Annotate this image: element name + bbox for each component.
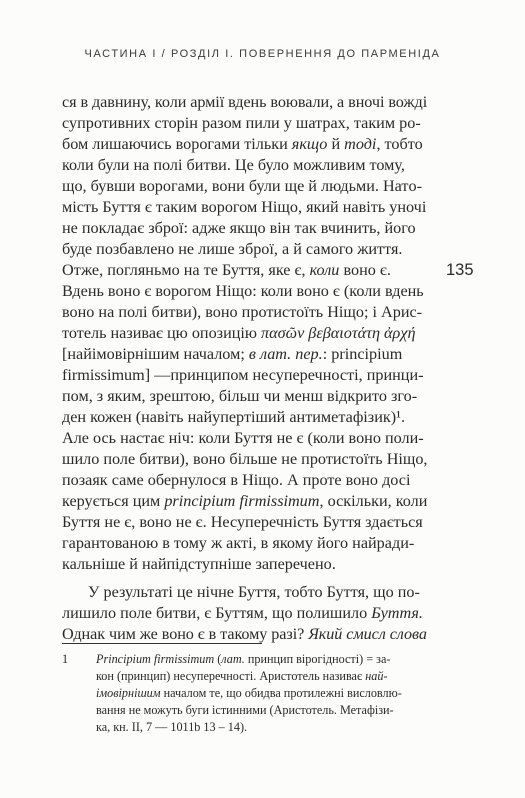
footnote-text — [62, 651, 432, 736]
footnote-number: 1 — [62, 652, 69, 666]
text-line: пом, з яким, зрештою, більш чи менш відкрито зго- — [62, 387, 418, 405]
text-line: Вдень воно є ворогом Ніщо: коли воно є (коли вдень — [62, 282, 424, 300]
text-line: Отже, погляньмо на те Буття, яке є, коли воно є. — [62, 261, 391, 279]
text-line: Однак чим же воно є в такому разі? Який смисл слова — [62, 625, 427, 643]
text-line: Буття не є, воно не є. Несуперечність Буття здається — [62, 513, 423, 531]
footnote-divider — [62, 643, 262, 644]
text-line: супротивних сторін разом пили у шатрах, таким ро- — [62, 114, 421, 132]
main-text — [62, 92, 427, 645]
text-line: бом лишаючись ворогами тільки якщо й тоді, тобто — [62, 135, 423, 153]
text-line: [найімовірнішим началом; в лат. пер.: principium — [62, 345, 403, 363]
text-line: коли були на полі битви. Це було можливим тому, — [62, 156, 405, 174]
text-line: позаяк саме обернулося в Ніщо. А проте воно досі — [62, 471, 411, 489]
running-head: ЧАСТИНА I / РОЗДІЛ I. ПОВЕРНЕННЯ ДО ПАРМЕНІДА — [84, 48, 441, 60]
text-line: що, бувши ворогами, вони були ще й людьми. Натo- — [62, 177, 422, 195]
footnote-line: кон (принцип) несуперечності. Аристотель називає най- — [96, 669, 388, 683]
footnote-line: вання не можуть буги істинними (Аристотель. Метафізи- — [96, 703, 394, 717]
text-line: тотель називає цю опозицію πασῶν βεβαιοτάτη ἀρχή — [62, 324, 416, 342]
text-line: керується цим principium firmissimum, оскільки, коли — [62, 492, 428, 510]
text-line: шило поле битви), воно більше не протистоїть Ніщо, — [62, 450, 428, 468]
footnote-line: імовірнішим началом те, що обидва протилежні висловлю- — [96, 686, 402, 700]
text-line: воно на полі битви), воно протистоїть Ніщо; і Арис- — [62, 303, 423, 321]
footnote — [62, 651, 432, 736]
text-line: Але ось настає ніч: коли Буття не є (коли воно поли- — [62, 429, 424, 447]
text-line: ся в давнину, коли армії вдень воювали, а вночі вожді — [62, 93, 428, 111]
text-line: кальніше й найпідступніше заперечено. — [62, 555, 336, 573]
text-line: лишило поле битви, є Буттям, що полишило Буття. — [62, 604, 423, 622]
footnote-line: ка, кн. II, 7 — 1011b 13 – 14). — [96, 720, 248, 734]
text-line: У результаті це нічне Буття, тобто Буття, що по- — [88, 583, 420, 601]
text-line: мість Буття є таким ворогом Ніщо, який навіть уночі — [62, 198, 427, 216]
page-number: 135 — [446, 261, 474, 279]
footnote-line: Principium firmissimum (лат. принцип вірогідності) = за- — [96, 652, 391, 666]
text-line: гарантованою в тому ж акті, в якому його найради- — [62, 534, 415, 552]
text-line: firmissimum] —принципом несуперечності, принци- — [62, 366, 424, 384]
text-line: ден кожен (навіть найупертіший антиметафізик)¹. — [62, 408, 406, 426]
text-line: буде позбавлено не лише зброї, а й самого життя. — [62, 240, 403, 258]
text-line: не покладає зброї: адже якщо він так вчинить, його — [62, 219, 416, 237]
